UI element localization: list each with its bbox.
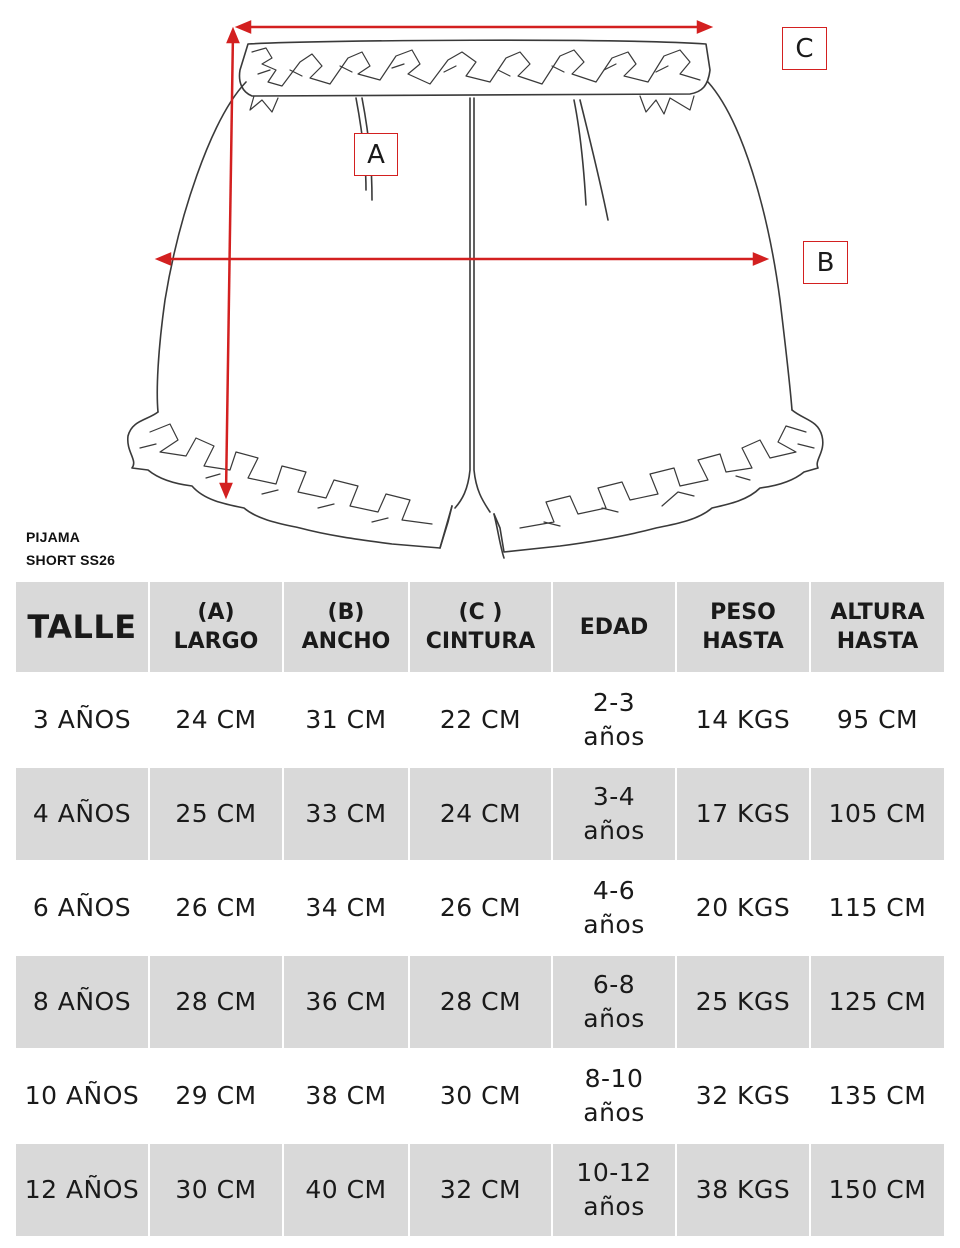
- cell-peso: 32 KGS: [677, 1050, 811, 1144]
- cell-altura: 105 CM: [811, 768, 944, 862]
- size-chart-body: [16, 674, 944, 1238]
- cell-largo: 24 CM: [150, 674, 284, 768]
- header-talle: TALLE: [16, 582, 150, 674]
- marker-b-label: B: [803, 241, 848, 284]
- waistband-outline: [240, 40, 711, 96]
- cell-largo: 29 CM: [150, 1050, 284, 1144]
- cell-peso: 17 KGS: [677, 768, 811, 862]
- left-hem-ruffle: [128, 412, 452, 548]
- cell-ancho: 33 CM: [284, 768, 410, 862]
- cell-cintura: 28 CM: [410, 956, 553, 1050]
- cell-altura: 135 CM: [811, 1050, 944, 1144]
- cell-ancho: 36 CM: [284, 956, 410, 1050]
- size-chart-table: [16, 582, 944, 1238]
- cell-talle: 8 AÑOS: [16, 956, 150, 1050]
- cell-peso: 20 KGS: [677, 862, 811, 956]
- cell-largo: 25 CM: [150, 768, 284, 862]
- cell-largo: 30 CM: [150, 1144, 284, 1238]
- cell-edad: 6-8 años: [553, 956, 677, 1050]
- header-peso: PESO HASTA: [677, 582, 811, 674]
- table-row: [16, 1050, 944, 1144]
- header-altura: ALTURA HASTA: [811, 582, 944, 674]
- cell-altura: 115 CM: [811, 862, 944, 956]
- table-row: [16, 862, 944, 956]
- table-row: [16, 674, 944, 768]
- cell-largo: 28 CM: [150, 956, 284, 1050]
- right-leg-outline: [708, 82, 792, 410]
- cell-cintura: 24 CM: [410, 768, 553, 862]
- cell-talle: 6 AÑOS: [16, 862, 150, 956]
- cell-ancho: 31 CM: [284, 674, 410, 768]
- waistband-pattern: [252, 48, 700, 86]
- marker-c-label: C: [782, 27, 827, 70]
- cell-peso: 38 KGS: [677, 1144, 811, 1238]
- cell-ancho: 34 CM: [284, 862, 410, 956]
- header-cintura: (C ) CINTURA: [410, 582, 553, 674]
- product-collection: SHORT SS26: [26, 552, 116, 568]
- cell-largo: 26 CM: [150, 862, 284, 956]
- right-hem-ruffle: [494, 410, 823, 552]
- cell-altura: 95 CM: [811, 674, 944, 768]
- cell-altura: 125 CM: [811, 956, 944, 1050]
- shorts-technical-drawing: [0, 0, 960, 580]
- cell-edad: 8-10 años: [553, 1050, 677, 1144]
- cell-altura: 150 CM: [811, 1144, 944, 1238]
- cell-cintura: 30 CM: [410, 1050, 553, 1144]
- cell-peso: 14 KGS: [677, 674, 811, 768]
- cell-ancho: 38 CM: [284, 1050, 410, 1144]
- cell-peso: 25 KGS: [677, 956, 811, 1050]
- cell-talle: 3 AÑOS: [16, 674, 150, 768]
- length-measure-line: [226, 32, 233, 494]
- cell-edad: 3-4 años: [553, 768, 677, 862]
- size-chart-header: [16, 582, 944, 674]
- cell-talle: 10 AÑOS: [16, 1050, 150, 1144]
- cell-edad: 10-12 años: [553, 1144, 677, 1238]
- cell-cintura: 26 CM: [410, 862, 553, 956]
- table-row: [16, 1144, 944, 1238]
- cell-talle: 4 AÑOS: [16, 768, 150, 862]
- cell-edad: 2-3 años: [553, 674, 677, 768]
- header-largo: (A) LARGO: [150, 582, 284, 674]
- table-row: [16, 768, 944, 862]
- marker-a-label: A: [354, 133, 398, 176]
- cell-talle: 12 AÑOS: [16, 1144, 150, 1238]
- table-row: [16, 956, 944, 1050]
- cell-cintura: 22 CM: [410, 674, 553, 768]
- cell-ancho: 40 CM: [284, 1144, 410, 1238]
- header-edad: EDAD: [553, 582, 677, 674]
- cell-cintura: 32 CM: [410, 1144, 553, 1238]
- center-seam: [455, 98, 490, 512]
- product-category: PIJAMA: [26, 529, 81, 545]
- cell-edad: 4-6 años: [553, 862, 677, 956]
- header-ancho: (B) ANCHO: [284, 582, 410, 674]
